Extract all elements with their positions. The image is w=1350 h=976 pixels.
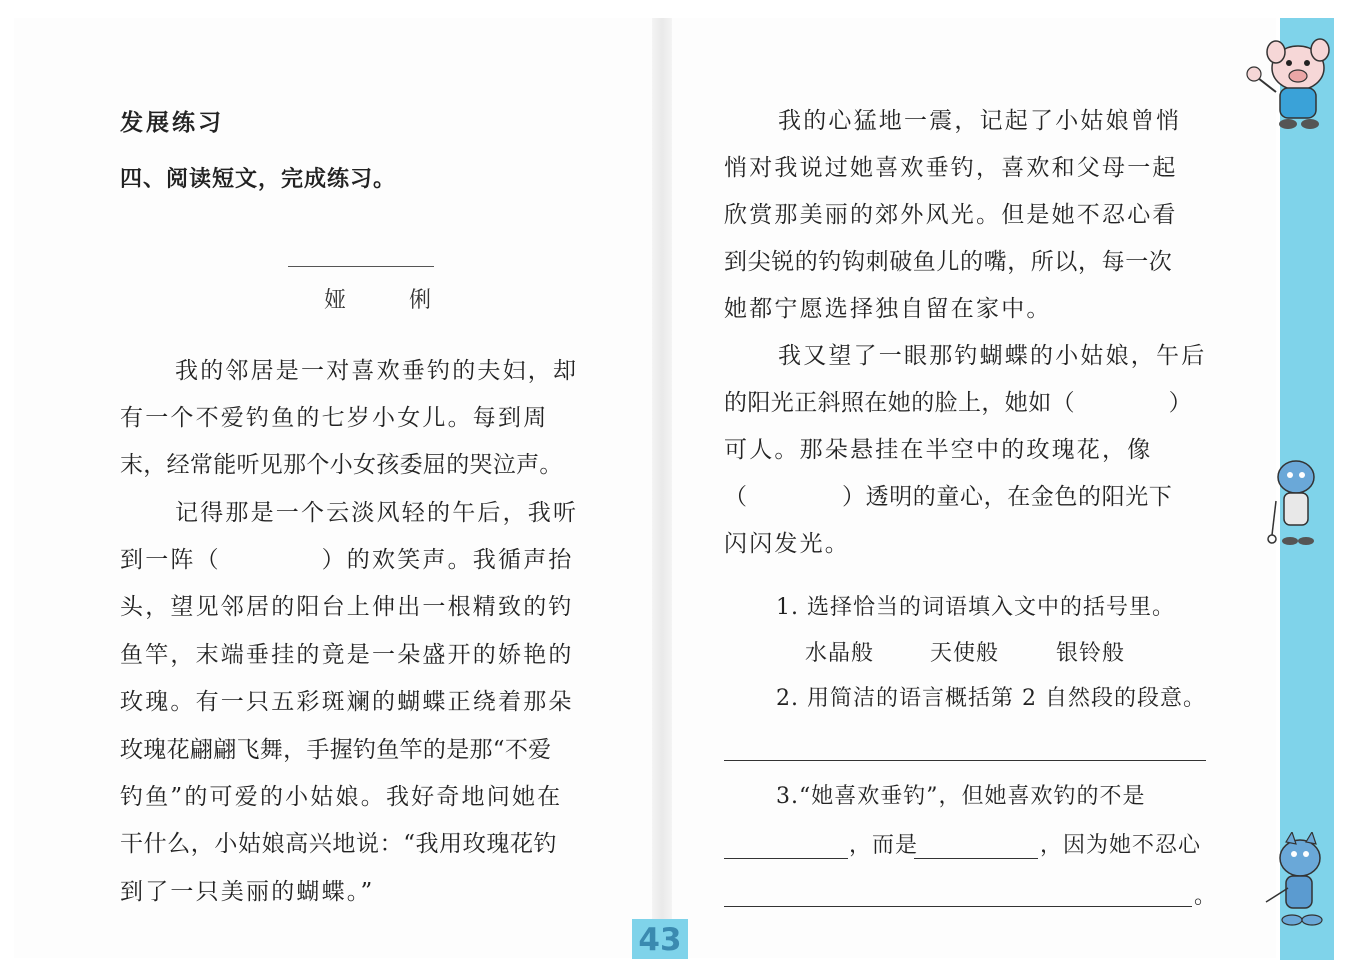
question-3-connector: ，因为她不忍心 bbox=[1040, 833, 1202, 858]
question-2: 2. 用简洁的语言概括第 2 自然段的段意。 bbox=[776, 686, 1206, 711]
story-line: 可人。那朵悬挂在半空中的玫瑰花，像 bbox=[724, 437, 1153, 463]
pig-mascot-icon bbox=[1228, 36, 1336, 134]
question-3: 3.“她喜欢垂钓”，但她喜欢钓的不是 bbox=[776, 784, 1146, 809]
answer-line[interactable] bbox=[724, 760, 1206, 761]
story-title: 娅 俐 bbox=[324, 288, 459, 313]
story-line: 玫瑰。有一只五彩斑斓的蝴蝶正绕着那朵 bbox=[120, 689, 574, 715]
story-line: 我的邻居是一对喜欢垂钓的夫妇，却 bbox=[175, 358, 579, 384]
story-line: 有一个不爱钓鱼的七岁小女儿。每到周 bbox=[120, 405, 549, 431]
story-line: 到了一只美丽的蝴蝶。” bbox=[120, 879, 375, 905]
story-line: 闪闪发光。 bbox=[724, 531, 850, 557]
story-line: 我又望了一眼那钓蝴蝶的小姑娘，午后 bbox=[778, 343, 1207, 369]
exercise-heading: 四、阅读短文，完成练习。 bbox=[120, 167, 397, 192]
left-page bbox=[14, 18, 659, 958]
story-line: 头，望见邻居的阳台上伸出一根精致的钓 bbox=[120, 594, 574, 620]
story-line: 到一阵（ ）的欢笑声。我循声抬 bbox=[120, 547, 574, 573]
story-line: 记得那是一个云淡风轻的午后，我听 bbox=[175, 500, 579, 526]
question-3-connector: ，而是 bbox=[849, 833, 919, 858]
option-word: 水晶般 bbox=[805, 641, 875, 666]
story-line: 鱼竿，末端垂挂的竟是一朵盛开的娇艳的 bbox=[120, 642, 574, 668]
option-word: 天使般 bbox=[930, 641, 1000, 666]
section-title: 发展练习 bbox=[120, 110, 224, 136]
page-number: 43 bbox=[632, 919, 688, 959]
story-line: 我的心猛地一震，记起了小姑娘曾悄 bbox=[778, 108, 1182, 134]
title-rule bbox=[288, 266, 434, 267]
book-gutter bbox=[652, 18, 672, 958]
story-line: 到尖锐的钓钩刺破鱼儿的嘴，所以，每一次 bbox=[724, 249, 1173, 275]
answer-blank-1[interactable] bbox=[724, 858, 848, 859]
answer-blank-3[interactable] bbox=[724, 906, 1192, 907]
story-line: 末，经常能听见那个小女孩委屈的哭泣声。 bbox=[120, 452, 563, 478]
story-line: 钓鱼”的可爱的小姑娘。我好奇地问她在 bbox=[120, 784, 563, 810]
story-line: 欣赏那美丽的郊外风光。但是她不忍心看 bbox=[724, 202, 1178, 228]
story-line: 干什么，小姑娘高兴地说：“我用玫瑰花钓 bbox=[120, 831, 558, 857]
wolf-mascot-icon bbox=[1256, 832, 1336, 932]
story-line: （ ）透明的童心，在金色的阳光下 bbox=[724, 484, 1173, 510]
answer-blank-2[interactable] bbox=[914, 858, 1038, 859]
story-line: 的阳光正斜照在她的脸上，她如（ ） bbox=[724, 390, 1192, 416]
story-line: 她都宁愿选择独自留在家中。 bbox=[724, 296, 1052, 322]
story-line: 悄对我说过她喜欢垂钓，喜欢和父母一起 bbox=[724, 155, 1178, 181]
option-word: 银铃般 bbox=[1056, 641, 1126, 666]
cartoon-character-icon bbox=[1262, 455, 1332, 555]
story-line: 玫瑰花翩翩飞舞，手握钓鱼竿的是那“不爱 bbox=[120, 737, 552, 763]
question-1: 1. 选择恰当的词语填入文中的括号里。 bbox=[776, 595, 1175, 620]
question-3-end: 。 bbox=[1194, 884, 1218, 909]
